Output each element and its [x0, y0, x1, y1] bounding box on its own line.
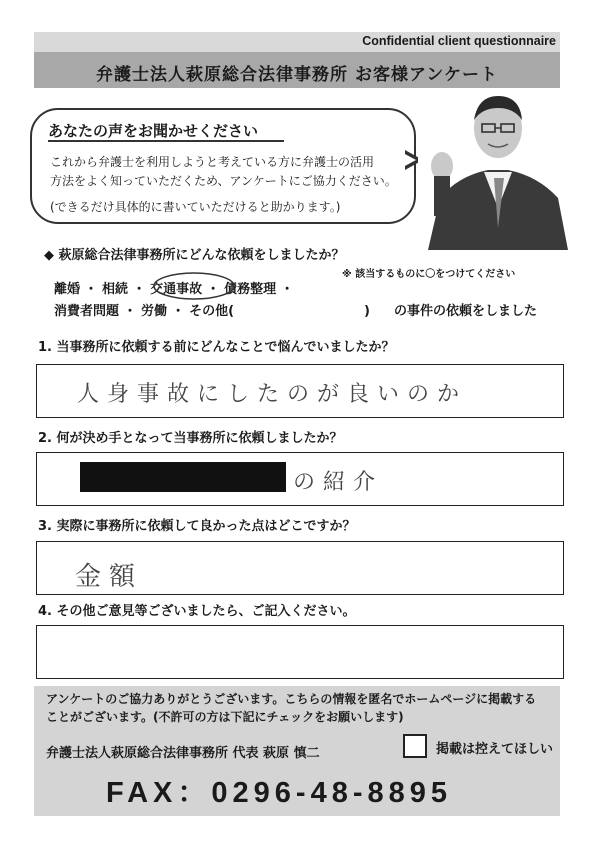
question-4-label: 4. その他ご意見等ございましたら、ご記入ください。 [38, 604, 356, 619]
no-publish-checkbox[interactable] [403, 734, 427, 758]
question-3-answer-box[interactable] [36, 541, 564, 595]
intro-line-3: (できるだけ具体的に書いていただけると助かります。) [50, 200, 341, 214]
redaction-block [80, 462, 286, 492]
request-options-line-2: 消費者問題 ・ 労働 ・ その他( ) [54, 304, 370, 319]
question-1-answer: 人身事故にしたのが良いのか [77, 382, 468, 407]
lawyer-portrait-icon [418, 88, 570, 250]
question-2-label: 2. 何が決め手となって当事務所に依頼しましたか？ [38, 431, 343, 446]
question-3-label: 3. 実際に事務所に依頼して良かった点はどこですか？ [38, 519, 356, 534]
intro-heading: あなたの声をお聞かせください [48, 122, 259, 140]
question-4-answer-box[interactable] [36, 625, 564, 679]
circled-option-mark [150, 270, 240, 304]
fax-number: FAX：0296-48-8895 [106, 777, 452, 809]
intro-line-2: 方法をよく知っていただくため、アンケートにご協力ください。 [50, 174, 397, 188]
footer-thanks-line-1: アンケートのご協力ありがとうございます。こちらの情報を匿名でホームページに掲載する [46, 692, 537, 706]
diamond-icon: ◆ [44, 248, 54, 263]
page-title: 弁護士法人萩原総合法律事務所 お客様アンケート [96, 65, 498, 85]
circle-instruction-note: ※ 該当するものに〇をつけてください [342, 269, 516, 280]
intro-line-1: これから弁護士を利用しようと考えている方に弁護士の活用 [50, 155, 375, 169]
request-suffix: の事件の依頼をしました [394, 304, 538, 319]
request-options-line-1: 離婚 ・ 相続 ・ 交通事故 ・ 債務整理 ・ [54, 282, 294, 297]
intro-heading-underline [48, 140, 284, 142]
no-publish-label: 掲載は控えてほしい [436, 742, 554, 757]
request-question: ◆ 萩原総合法律事務所にどんな依頼をしましたか？ [44, 248, 345, 263]
confidential-label: Confidential client questionnaire [362, 34, 556, 48]
question-1-answer-box[interactable] [36, 364, 564, 418]
firm-representative: 弁護士法人萩原総合法律事務所 代表 萩原 慎二 [46, 746, 320, 761]
footer-thanks-line-2: ことがございます。(不許可の方は下記にチェックをお願いします) [46, 710, 404, 724]
question-3-answer: 金額 [75, 562, 144, 592]
question-1-label: 1. 当事務所に依頼する前にどんなことで悩んでいましたか？ [38, 340, 395, 355]
question-2-answer: の紹介 [293, 470, 384, 495]
lawyer-photo [418, 88, 570, 250]
